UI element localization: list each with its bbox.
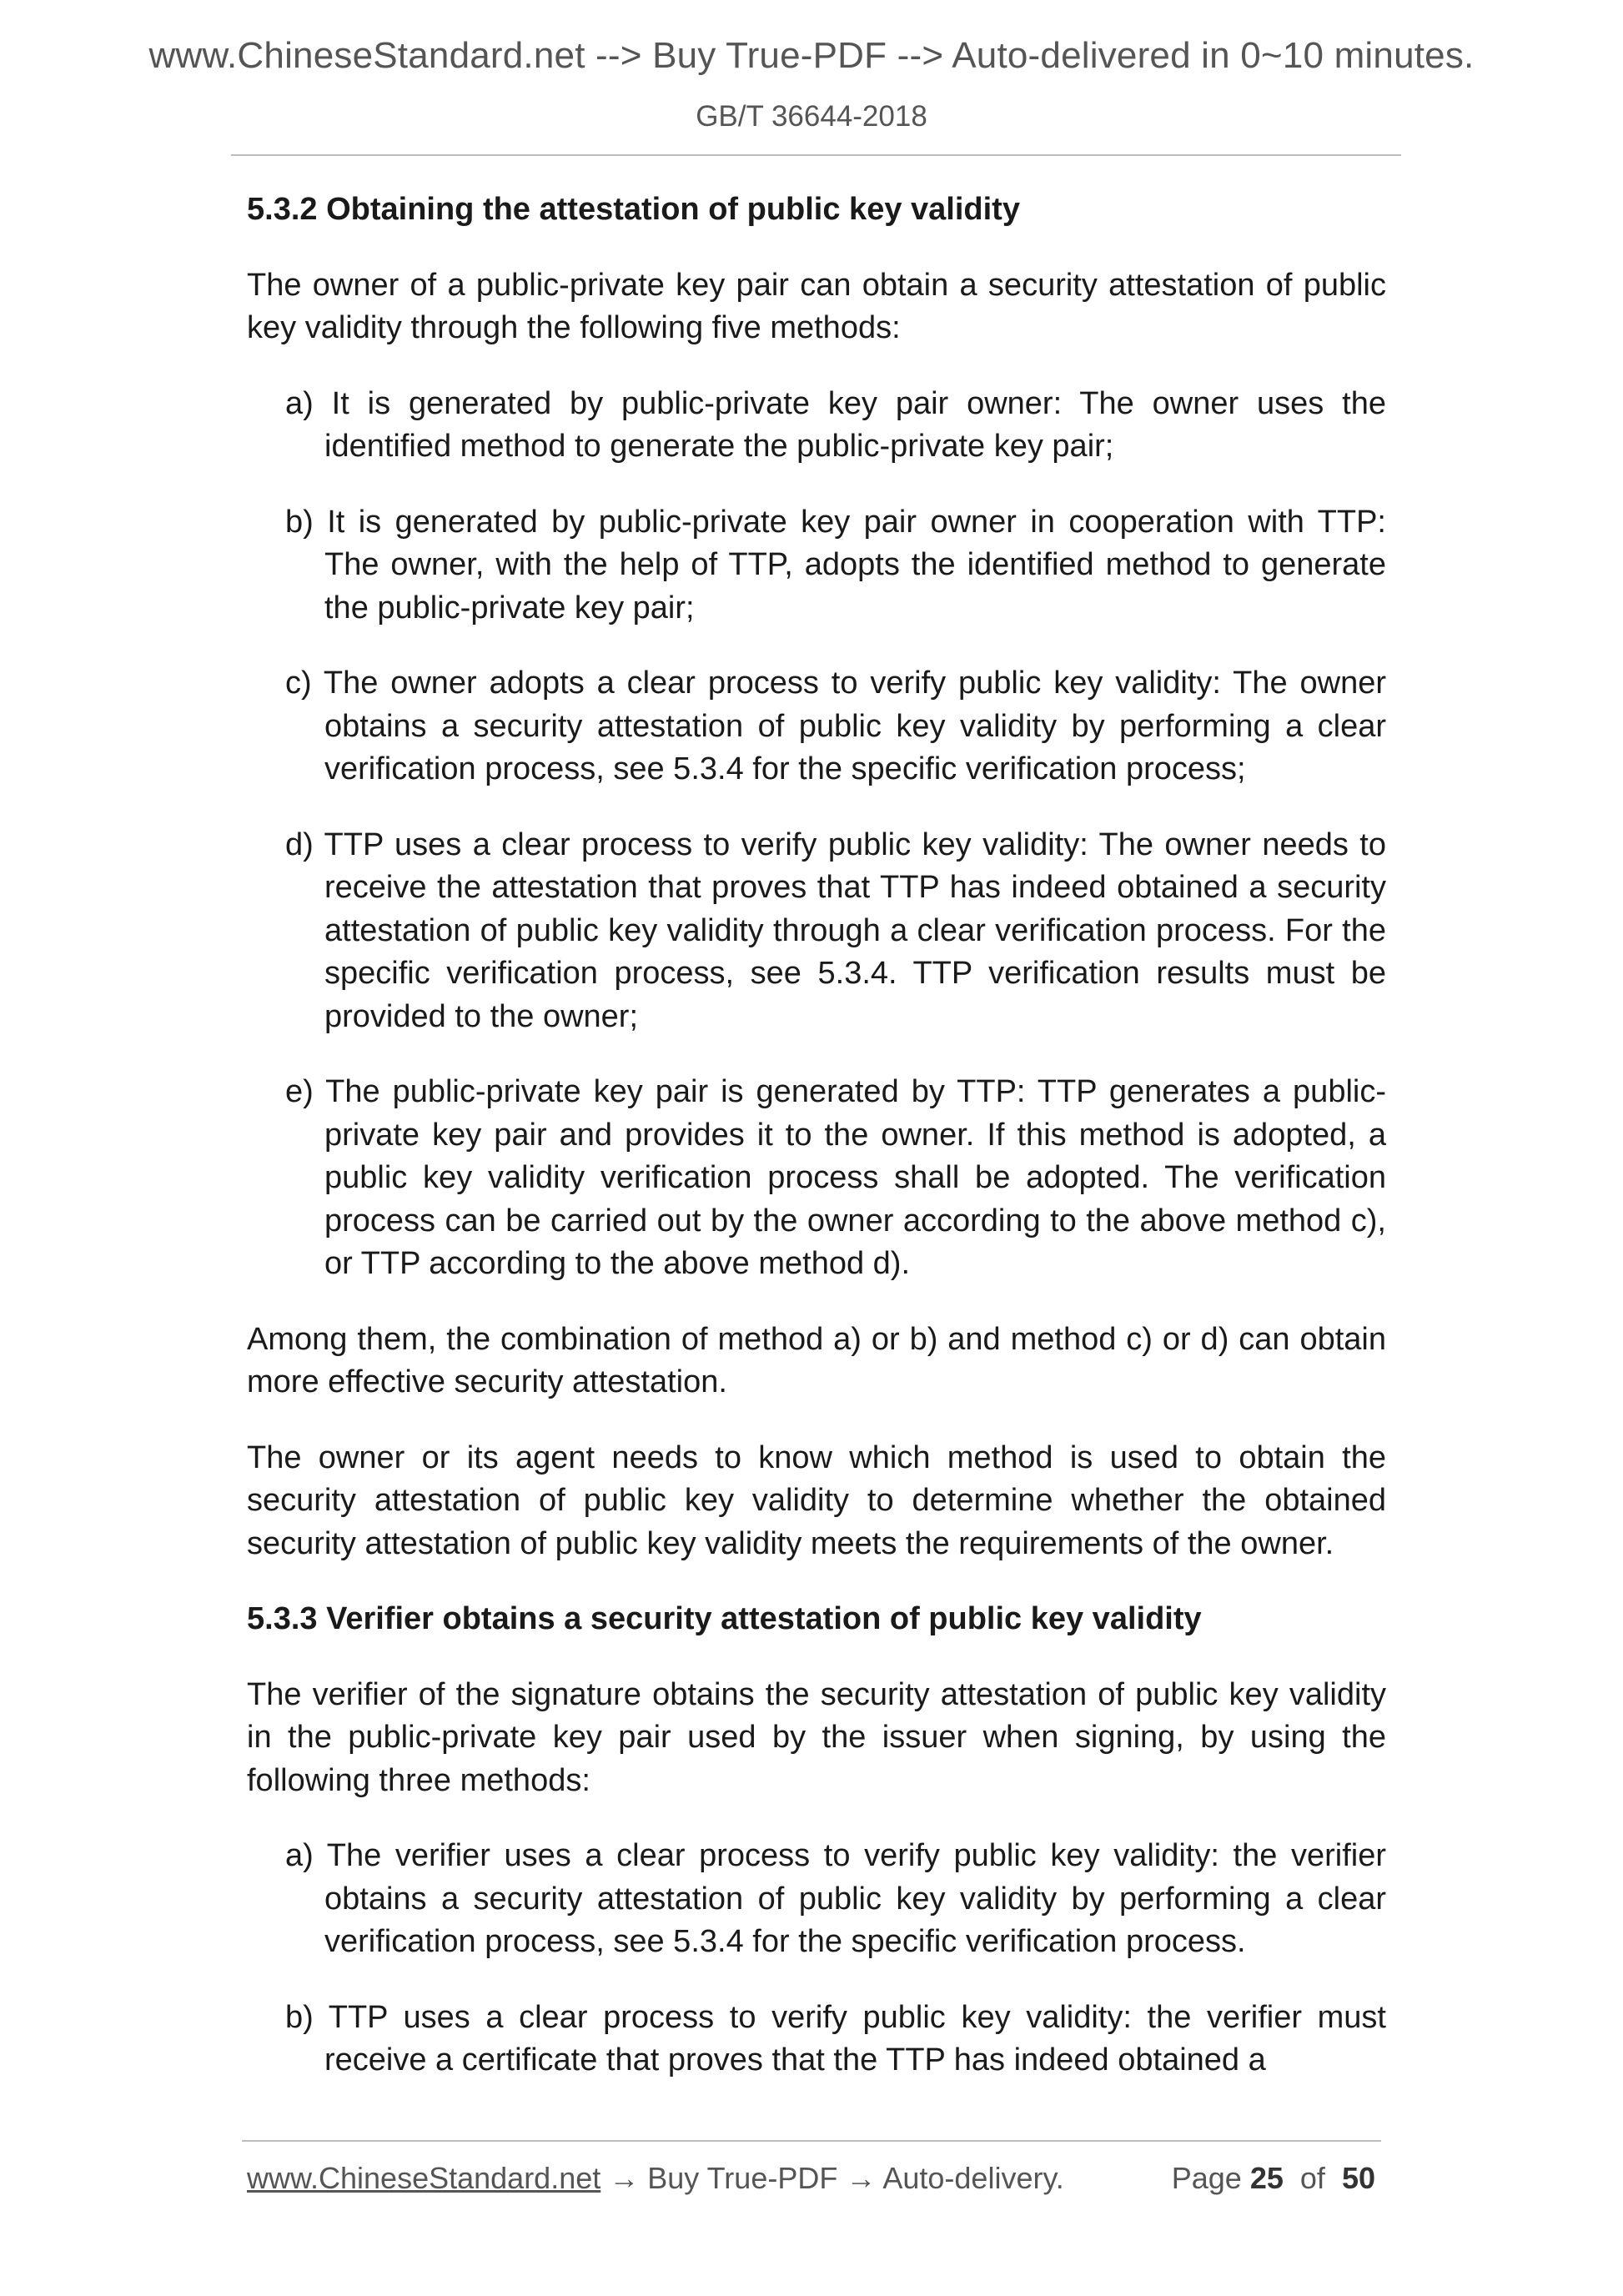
top-banner: www.ChineseStandard.net --> Buy True-PDF --> Auto-delivered in 0~10 minutes. [148,35,1475,76]
standard-code: GB/T 36644-2018 [696,100,927,133]
list-item: c) The owner adopts a clear process to verify public key validity: The owner obtains a security attestation of public key validity by performing a clear verification process, see 5.3.4 for the specific verification process; [285,666,1386,786]
combination-paragraph: Among them, the combination of method a) or b) and method c) or d) can obtain more effective security attestation. [247,1321,1386,1399]
section-heading-5-3-3: 5.3.3 Verifier obtains a security attestation of public key validity [247,1601,1202,1636]
section-intro-paragraph: The owner of a public-private key pair can obtain a security attestation of public key validity through the following five methods: [247,267,1386,345]
agent-paragraph: The owner or its agent needs to know which method is used to obtain the security attestation of public key validity to determine whether the obtained security attestation of public key validity meets the requirements of the owner. [247,1439,1386,1561]
total-pages-number: 50 [1341,2161,1375,2195]
section-heading-5-3-2: 5.3.2 Obtaining the attestation of public key validity [247,192,1020,227]
header-divider [231,154,1401,156]
list-item: e) The public-private key pair is generated by TTP: TTP generates a public-private key pair and provides it to the owner. If this method is adopted, a public key validity verification process shall be adopted. The verification process can be carried out by the owner according to the above method c), or TTP according to the above method d). [285,1074,1386,1281]
page-indicator [1172,2161,1375,2196]
footer-divider [242,2140,1381,2142]
section-intro-paragraph: The verifier of the signature obtains the security attestation of public key validity in the public-private key pair used by the issuer when signing, by using the following three methods: [247,1676,1386,1798]
arrow-icon: → [837,2161,883,2195]
of-label: of [1299,2161,1325,2195]
page-label: Page [1171,2161,1242,2195]
footer-delivery-text: Auto-delivery. [882,2161,1064,2195]
method-list [247,1835,1386,2082]
list-item: d) TTP uses a clear process to verify public key validity: The owner needs to receive the attestation that proves that TTP has indeed obtained a security attestation of public key validity through a clear verification process. For the specific verification process, see 5.3.4. TTP verification results must be provided to the owner; [285,826,1386,1034]
footer-site-link[interactable]: www.ChineseStandard.net [247,2161,601,2195]
footer-buy-text: Buy True-PDF [647,2161,838,2195]
list-item: b) TTP uses a clear process to verify public key validity: the verifier must receive a certificate that proves that the TTP has indeed obtained a [285,1999,1386,2077]
list-item: a) It is generated by public-private key pair owner: The owner uses the identified method to generate the public-private key pair; [285,385,1386,464]
list-item: b) It is generated by public-private key pair owner in cooperation with TTP: The owner, with the help of TTP, adopts the identified method to generate the public-private key pair; [285,504,1386,625]
list-item: a) The verifier uses a clear process to verify public key validity: the verifier obtains a security attestation of public key validity by performing a clear verification process, see 5.3.4 for the specific verification process. [285,1838,1386,1959]
arrow-icon: → [600,2161,648,2195]
current-page-number: 25 [1249,2161,1284,2195]
footer-promo [247,2161,1064,2196]
method-list [247,383,1386,1286]
document-body [247,188,1386,2115]
